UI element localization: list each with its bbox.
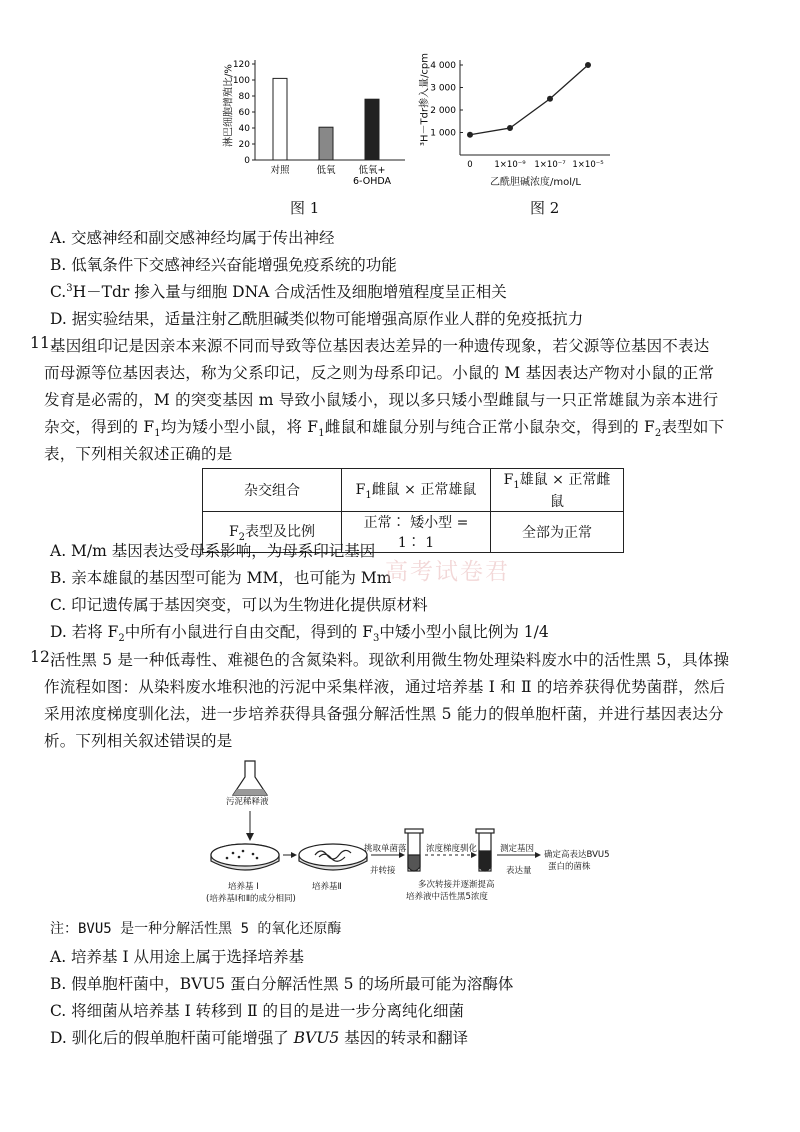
q11-da: D. 若将 F: [50, 623, 119, 641]
table-cell-ratio-1: 正常∶ 矮小型 = 1∶ 1: [342, 511, 491, 552]
figure-2-line-chart: [418, 50, 618, 190]
q12-note: 注：BVU5 是一种分解活性黑 5 的氧化还原酶: [50, 921, 342, 937]
q12-option-d: [50, 1026, 468, 1048]
q10-option-c-text: H－Tdr 掺入量与细胞 DNA 合成活性及细胞增殖程度呈正相关: [72, 283, 507, 301]
fig1-category-label: 6-OHDA: [352, 176, 392, 187]
fig1-ytick-label: 80: [238, 92, 250, 102]
q11-l4c: 雌鼠和雄鼠分别与纯合正常小鼠杂交，得到的 F: [324, 418, 655, 436]
table-row: [203, 469, 624, 512]
fig1-ytick-label: 20: [238, 140, 250, 150]
fig1-bar: [365, 99, 379, 160]
diagram-loop-label-a: 多次转接并逐渐提高: [418, 880, 495, 890]
fig2-ytick-label: 4 000: [430, 61, 456, 71]
fig1-bar: [273, 78, 287, 160]
q11-db: 中所有小鼠进行自由交配，得到的 F: [124, 623, 373, 641]
petri-dish-1-icon: [211, 844, 279, 870]
diagram-arrow1-label-b: 并转接: [370, 866, 396, 876]
q12-dc: 基因的转录和翻译: [339, 1029, 469, 1047]
q12-stem-line-3: 采用浓度梯度驯化法，进一步培养获得具备强分解活性黑 5 能力的假单胞杆菌，并进行基因表达分: [44, 705, 724, 723]
q10-option-c: [50, 280, 507, 302]
fig1-caption: 图 1: [290, 199, 320, 217]
fig2-caption: 图 2: [530, 199, 560, 217]
q12-number: 12.: [30, 648, 56, 666]
fig2-point: [547, 96, 553, 102]
q12-stem-line-4: 析。下列相关叙述错误的是: [44, 732, 233, 750]
q12-da: D. 驯化后的假单胞杆菌可能增强了: [50, 1029, 294, 1047]
diagram-plate2-label: 培养基Ⅱ: [312, 882, 342, 892]
table-header-male-cross: $F_1$雄鼠 × 正常雌鼠: [491, 469, 624, 512]
fig1-ytick-label: 100: [232, 76, 250, 86]
fig2-ylabel: ³H－Tdr掺入量/cpm: [419, 52, 431, 147]
test-tube-1-icon: [405, 829, 423, 871]
q11-option-c: C. 印记遗传属于基因突变，可以为生物进化提供原材料: [50, 596, 428, 614]
q11-l4d: 表型如下: [661, 418, 725, 436]
fig2-ytick-label: 1 000: [430, 128, 456, 139]
q11-number: 11.: [30, 334, 56, 352]
fig2-point: [467, 132, 473, 138]
fig1-ytick-label: 40: [238, 124, 250, 134]
flask-icon: [233, 761, 267, 795]
diagram-result-label-b: 蛋白的菌株: [548, 862, 591, 872]
q11-stem-line-4: 杂交，得到的 $F_1$均为矮小型小鼠，将 $F_1$雌鼠和雄鼠分别与纯合正常小鼠杂交，得到的 $F_2$表型如下: [44, 418, 725, 440]
fig1-category-label: 低氧: [316, 165, 336, 176]
q11-l4b: 均为矮小型小鼠，将 F: [160, 418, 319, 436]
q11-option-a: A. M/m 基因表达受母系影响，为母系印记基因: [50, 542, 376, 560]
q12-stem-line-2: 作流程如图：从染料废水堆积池的污泥中采集样液，通过培养基 Ⅰ 和 Ⅱ 的培养获得优势菌群，然后: [44, 678, 726, 696]
watermark: 高考试卷君: [385, 559, 510, 585]
q11-stem-line-2: 而母源等位基因表达，称为父系印记，反之则为母系印记。小鼠的 M 基因表达产物对小鼠的正常: [44, 364, 715, 382]
fig2-xtick-label: 0: [467, 160, 473, 170]
fig1-ytick-label: 60: [238, 108, 250, 118]
fig2-ytick-label: 2 000: [430, 106, 456, 116]
q10-option-a: A. 交感神经和副交感神经均属于传出神经: [50, 229, 335, 247]
q10-option-c-sup: 3: [66, 282, 73, 294]
fig1-ylabel: 淋巴细胞增殖比/%: [223, 64, 235, 147]
q10-option-c-prefix: C.: [50, 283, 67, 301]
diagram-flask-label: 污泥稀释液: [226, 797, 269, 807]
q10-option-d: D. 据实验结果，适量注射乙酰胆碱类似物可能增强高原作业人群的免疫抵抗力: [50, 310, 584, 328]
q12-stem-line-1: 活性黑 5 是一种低毒性、难褪色的含氮染料。现欲利用微生物处理染料废水中的活性黑 5，具体操: [50, 651, 730, 669]
fig1-category-label: 低氧+: [358, 165, 386, 176]
table-header-female-cross: $F_1$雌鼠 × 正常雄鼠: [342, 469, 491, 512]
petri-dish-2-icon: [299, 844, 367, 870]
q11-stem-line-3: 发育是必需的，M 的突变基因 m 导致小鼠矮小，现以多只矮小型雌鼠与一只正常雄鼠为亲本进行: [44, 391, 719, 409]
diagram-result-label-a: 确定高表达BVU5: [544, 850, 610, 860]
fig2-xtick-label: 1×10⁻⁹: [494, 160, 526, 170]
q11-l4a: 杂交，得到的 F: [44, 418, 155, 436]
fig1-category-label: 对照: [270, 165, 290, 176]
q11-dc: 中矮小型小鼠比例为 1/4: [379, 623, 549, 641]
fig2-point: [585, 62, 591, 68]
q11-stem-line-5: 表，下列相关叙述正确的是: [44, 445, 233, 463]
q12-option-b: B. 假单胞杆菌中，BVU5 蛋白分解活性黑 5 的场所最可能为溶酶体: [50, 975, 514, 993]
fig2-xtick-label: 1×10⁻⁷: [534, 160, 566, 170]
q11-stem-line-1: 基因组印记是因亲本来源不同而导致等位基因表达差异的一种遗传现象，若父源等位基因不表达: [50, 337, 710, 355]
test-tube-2-icon: [476, 829, 494, 871]
diagram-arrow3-label-b: 表达量: [506, 866, 532, 876]
diagram-arrow3-label-a: 测定基因: [500, 844, 535, 854]
q10-option-b: B. 低氧条件下交感神经兴奋能增强免疫系统的功能: [50, 256, 397, 274]
fig2-xtick-label: 1×10⁻⁵: [572, 160, 604, 170]
fig2-point: [507, 125, 513, 131]
fig1-ytick-label: 120: [232, 60, 250, 70]
diagram-plate1-note: (培养基Ⅰ和Ⅱ的成分相同): [206, 894, 296, 904]
diagram-arrow2-label: 浓度梯度驯化: [426, 844, 478, 854]
table-header-cross: 杂交组合: [203, 469, 342, 512]
fig1-bar: [319, 127, 333, 160]
q11-option-d: D. 若将 $F_2$中所有小鼠进行自由交配，得到的 $F_3$中矮小型小鼠比例为 1/4: [50, 623, 549, 645]
fig2-series-line: [470, 65, 588, 135]
fig2-ytick-label: 3 000: [430, 83, 456, 94]
fig1-ytick-label: 0: [244, 156, 250, 166]
q12-option-a: A. 培养基 Ⅰ 从用途上属于选择培养基: [50, 948, 305, 966]
fig2-xlabel: 乙酰胆碱浓度/mol/L: [490, 177, 581, 188]
q11-option-b: B. 亲本雄鼠的基因型可能为 MM，也可能为 Mm: [50, 569, 392, 587]
q12-option-c: C. 将细菌从培养基 Ⅰ 转移到 Ⅱ 的目的是进一步分离纯化细菌: [50, 1002, 465, 1020]
diagram-loop-label-b: 培养液中活性黑5浓度: [406, 892, 488, 902]
diagram-arrow1-label-a: 挑取单菌落: [364, 844, 407, 854]
figure-1-bar-chart: [215, 50, 415, 195]
table-row-label: $F_2$表型及比例: [203, 511, 342, 552]
table-cell-ratio-2: 全部为正常: [491, 511, 624, 552]
q12-db-gene: BVU5: [293, 1029, 340, 1047]
diagram-plate1-label: 培养基 Ⅰ: [228, 882, 259, 892]
